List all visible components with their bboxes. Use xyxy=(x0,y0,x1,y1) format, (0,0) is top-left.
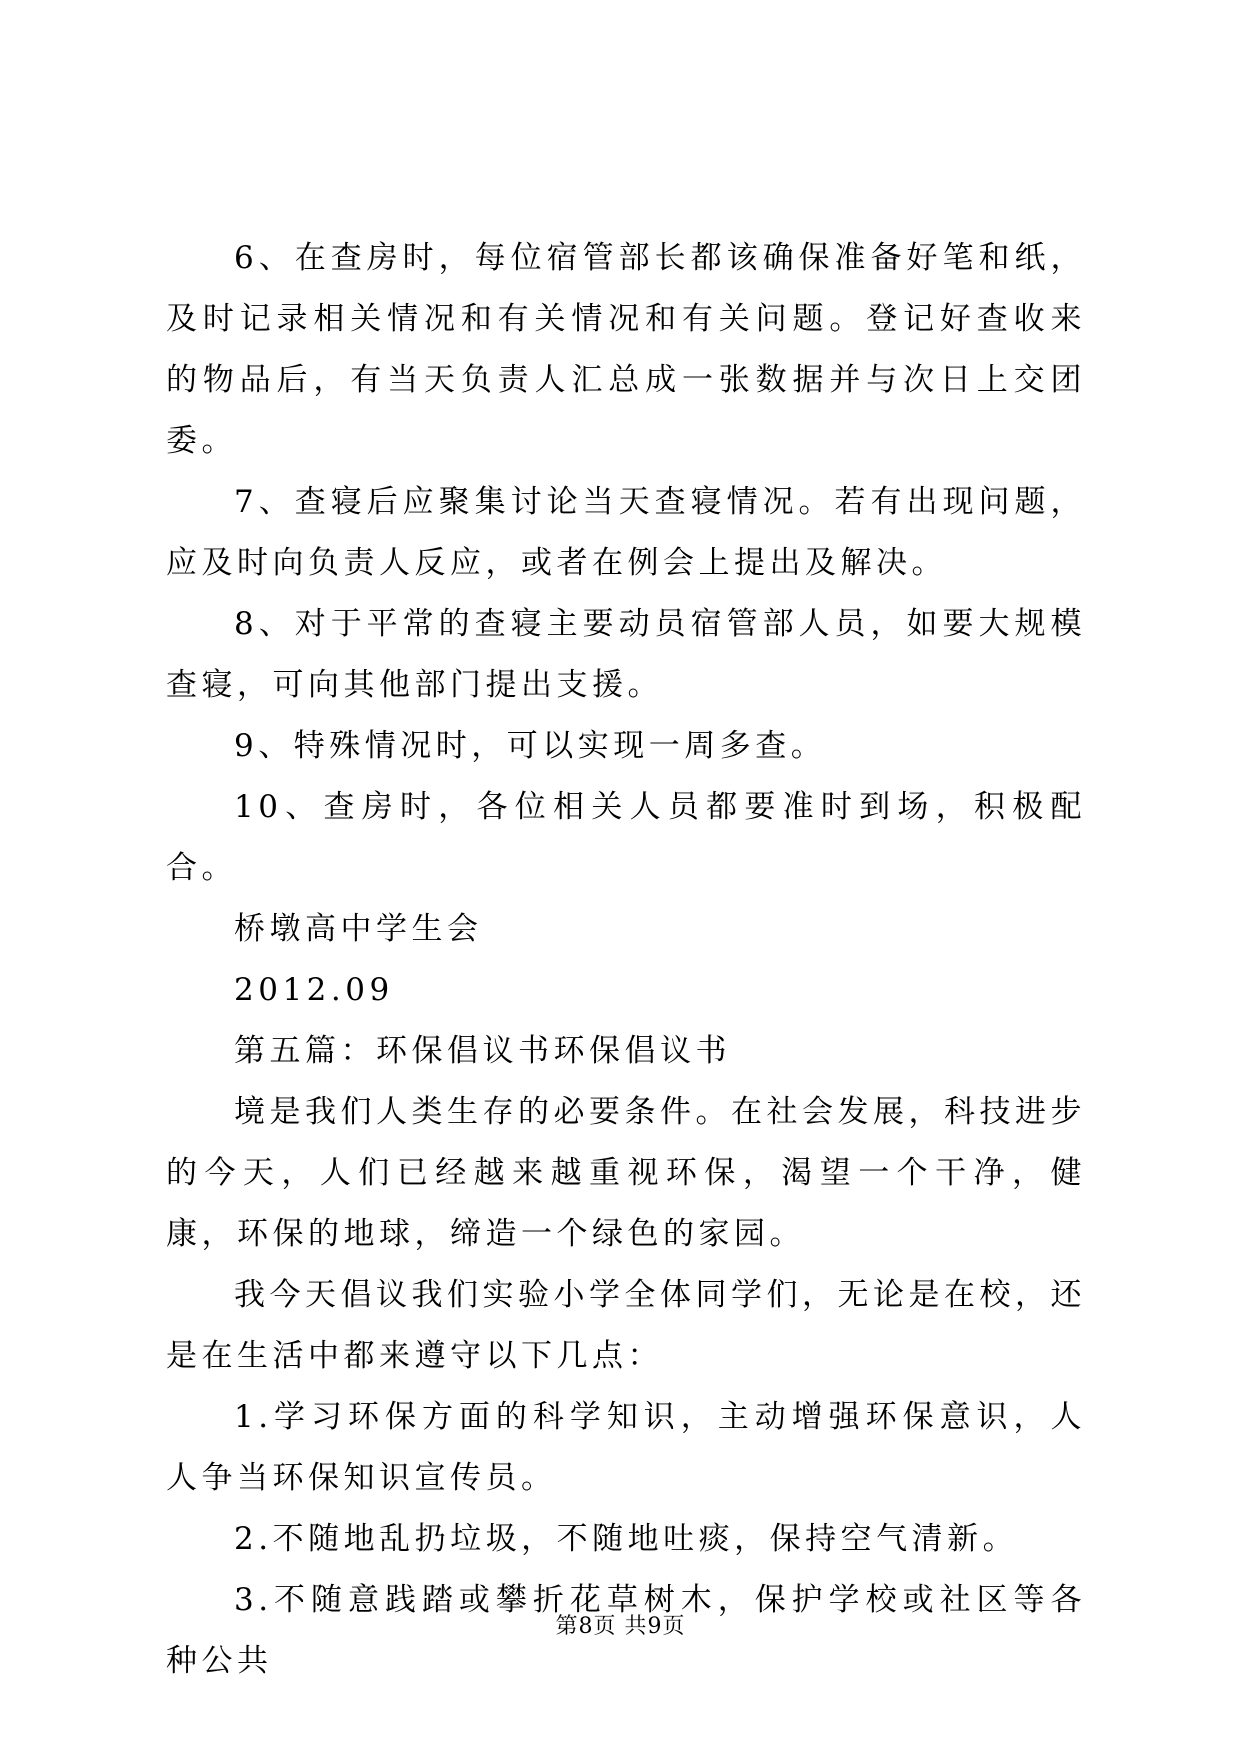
proposal-item-1: 1.学习环保方面的科学知识，主动增强环保意识，人人争当环保知识宣传员。 xyxy=(166,1399,1086,1496)
paragraph-item-8: 8、对于平常的查寝主要动员宿管部人员，如要大规模查寝，可向其他部门提出支援。 xyxy=(166,606,1086,703)
proposal-item-3: 3.不随意践踏或攀折花草树木，保护学校或社区等各种公共 xyxy=(166,1582,1086,1679)
document-body xyxy=(166,228,1086,1692)
paragraph-item-6: 6、在查房时，每位宿管部长都该确保准备好笔和纸，及时记录相关情况和有关情况和有关问题。登记好查收来的物品后，有当天负责人汇总成一张数据并与次日上交团委。 xyxy=(166,240,1086,459)
signature-organization: 桥墩高中学生会 xyxy=(234,911,483,947)
section-heading: 第五篇：环保倡议书环保倡议书 xyxy=(234,1033,731,1069)
intro-paragraph: 境是我们人类生存的必要条件。在社会发展，科技进步的今天，人们已经越来越重视环保，渴望一个干净，健康，环保的地球，缔造一个绿色的家园。 xyxy=(166,1094,1086,1252)
paragraph-item-7: 7、查寝后应聚集讨论当天查寝情况。若有出现问题，应及时向负责人反应，或者在例会上提出及解决。 xyxy=(166,484,1086,581)
proposal-item-2: 2.不随地乱扔垃圾，不随地吐痰，保持空气清新。 xyxy=(234,1521,1019,1557)
proposal-paragraph: 我今天倡议我们实验小学全体同学们，无论是在校，还是在生活中都来遵守以下几点： xyxy=(166,1277,1086,1374)
signature-date: 2012.09 xyxy=(234,972,394,1008)
page-footer: 第8页 共9页 xyxy=(555,1614,686,1639)
paragraph-item-10: 10、查房时，各位相关人员都要准时到场，积极配合。 xyxy=(166,789,1086,886)
paragraph-item-9: 9、特殊情况时，可以实现一周多查。 xyxy=(234,728,827,764)
